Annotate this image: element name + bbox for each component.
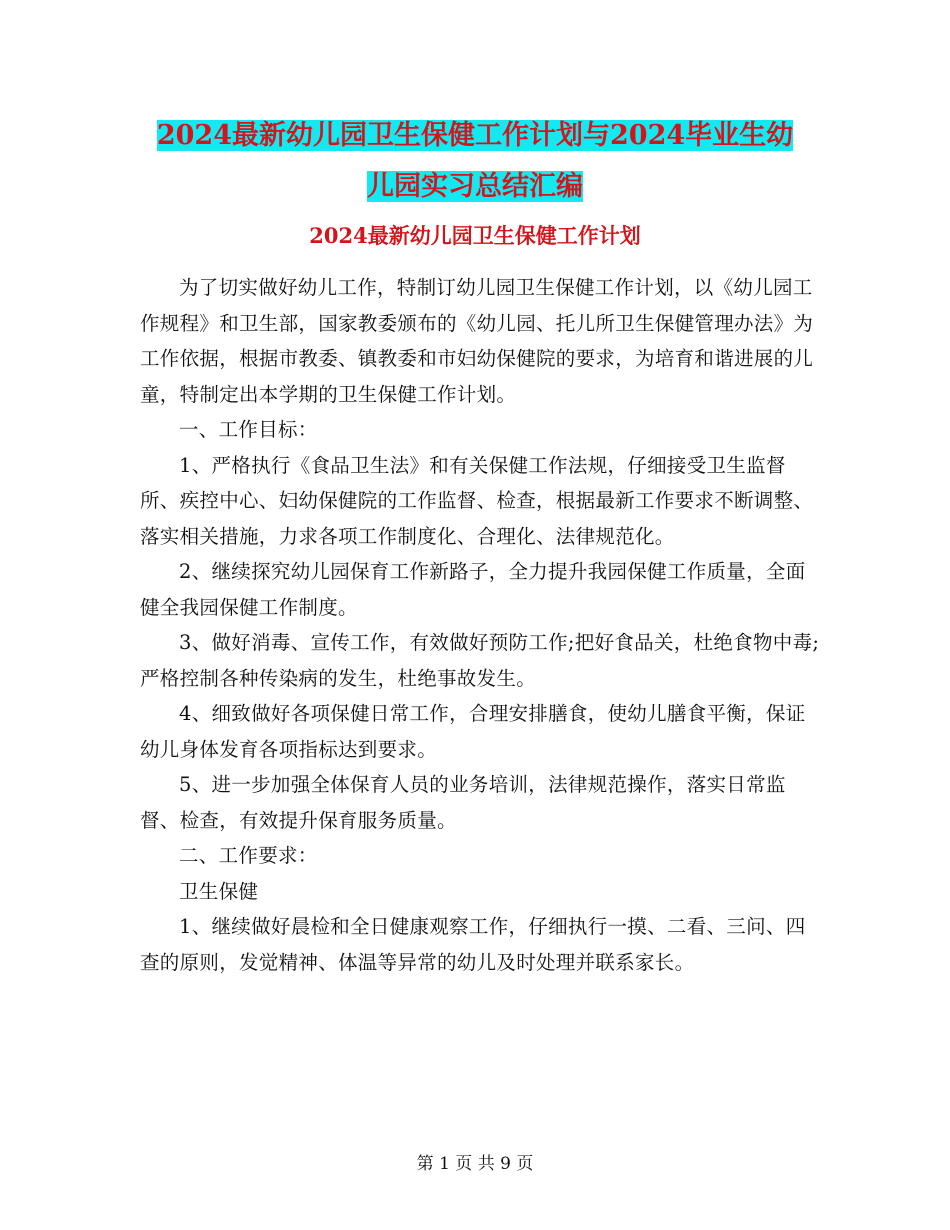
paragraph-goal-2: 2、继续探究幼儿园保育工作新路子，全力提升我园保健工作质量，全面健全我园保健工作制度。 [140,560,806,619]
paragraph-goal-4: 4、细致做好各项保健日常工作，合理安排膳食，使幼儿膳食平衡，保证幼儿身体发育各项指标达到要求。 [140,702,806,761]
paragraph-goal-5: 5、进一步加强全体保育人员的业务培训，法律规范操作，落实日常监督、检查，有效提升保育服务质量。 [140,773,786,832]
document-title-text: 2024最新幼儿园卫生保健工作计划与2024毕业生幼儿园实习总结汇编 [156,120,794,202]
document-body [140,270,820,980]
paragraph-goal-3: 3、做好消毒、宣传工作，有效做好预防工作;把好食品关，杜绝食物中毒;严格控制各种传染病的发生，杜绝事故发生。 [140,631,820,690]
document-title [150,110,800,212]
paragraph-goal-1: 1、严格执行《食品卫生法》和有关保健工作法规，仔细接受卫生监督所、疾控中心、妇幼保健院的工作监督、检查，根据最新工作要求不断调整、落实相关措施，力求各项工作制度化、合理化、法律规范化。 [140,453,814,548]
paragraph-intro: 为了切实做好幼儿工作，特制订幼儿园卫生保健工作计划，以《幼儿园工作规程》和卫生部，国家教委颁布的《幼儿园、托儿所卫生保健管理办法》为工作依据，根据市教委、镇教委和市妇幼保健院的要求，为培育和谐进展的儿童，特制定出本学期的卫生保健工作计划。 [140,276,814,406]
subheading-health-care: 卫生保健 [179,879,259,903]
paragraph-requirement-1: 1、继续做好晨检和全日健康观察工作，仔细执行一摸、二看、三问、四查的原则，发觉精神、体温等异常的幼儿及时处理并联系家长。 [140,915,806,974]
page-footer: 第 1 页 共 9 页 [416,1154,534,1174]
heading-work-requirements: 二、工作要求： [179,844,318,867]
section-title: 2024最新幼儿园卫生保健工作计划 [309,223,641,248]
heading-work-goals: 一、工作目标： [179,418,318,441]
